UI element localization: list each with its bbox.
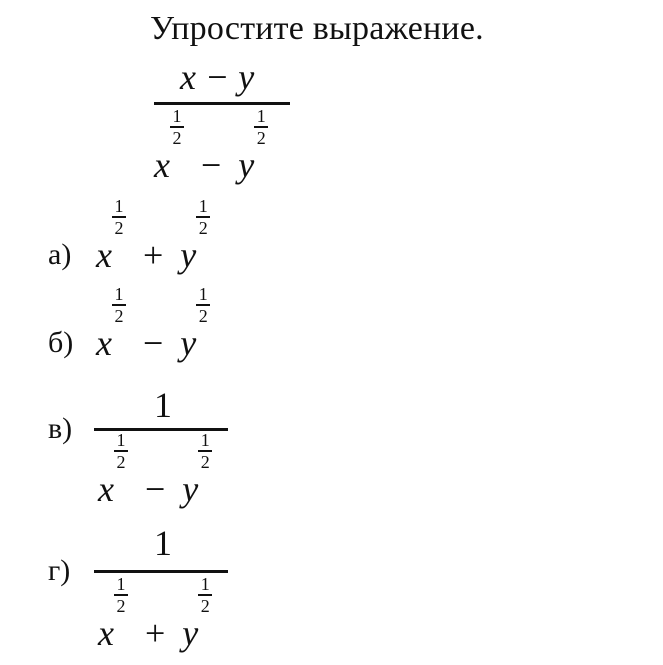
main-fraction-bar: [154, 102, 290, 105]
option-g-denominator: [98, 574, 210, 654]
main-den-x-exponent: 1 2: [170, 108, 184, 146]
option-g-fraction-bar: [94, 570, 228, 573]
option-v-x: x: [98, 469, 114, 509]
option-b-expression: [96, 284, 208, 364]
option-a-operator: +: [142, 235, 164, 275]
option-b-y: y: [180, 323, 197, 363]
option-g-numerator: 1: [154, 523, 172, 563]
option-a-label: а): [48, 238, 72, 271]
option-b-x: x: [96, 323, 112, 363]
option-a-x: x: [96, 235, 112, 275]
main-den-y: y: [238, 145, 255, 185]
main-expression: [150, 56, 295, 196]
option-v-y-power: [182, 430, 210, 510]
option-v-operator: −: [144, 469, 166, 509]
option-b-y-power: [180, 284, 208, 364]
option-a-x-power: [96, 196, 124, 276]
task-title: Упростите выражение.: [150, 10, 484, 47]
option-b-x-exponent: 1 2: [112, 286, 126, 324]
option-g-x-power: [98, 574, 126, 654]
option-v-label: в): [48, 412, 73, 445]
main-den-x-power: [154, 106, 182, 186]
option-g-y-power: [182, 574, 210, 654]
option-v-y-exponent: 1 2: [198, 432, 212, 470]
option-v-x-exponent: 1 2: [114, 432, 128, 470]
option-a[interactable]: [48, 198, 248, 278]
option-g-label: г): [48, 554, 71, 587]
main-numerator: x − y: [180, 57, 255, 97]
main-den-x: x: [154, 145, 170, 185]
option-g-x-exponent: 1 2: [114, 576, 128, 614]
option-a-y: y: [180, 235, 197, 275]
option-b-x-power: [96, 284, 124, 364]
option-g-y-exponent: 1 2: [198, 576, 212, 614]
main-den-y-power: [238, 106, 266, 186]
option-v-x-power: [98, 430, 126, 510]
option-b-operator: −: [142, 323, 164, 363]
option-g-operator: +: [144, 613, 166, 653]
option-a-expression: [96, 196, 208, 276]
main-den-operator: −: [200, 145, 222, 185]
option-a-y-power: [180, 196, 208, 276]
option-g-y: y: [182, 613, 199, 653]
option-g[interactable]: [48, 522, 248, 652]
option-v-numerator: 1: [154, 385, 172, 425]
option-v-y: y: [182, 469, 199, 509]
option-v-denominator: [98, 430, 210, 510]
option-b[interactable]: [48, 284, 248, 368]
main-denominator: [154, 106, 266, 186]
option-b-y-exponent: 1 2: [196, 286, 210, 324]
option-a-x-exponent: 1 2: [112, 198, 126, 236]
option-b-label: б): [48, 326, 74, 359]
option-v[interactable]: [48, 384, 248, 509]
option-a-y-exponent: 1 2: [196, 198, 210, 236]
option-g-x: x: [98, 613, 114, 653]
main-den-y-exponent: 1 2: [254, 108, 268, 146]
